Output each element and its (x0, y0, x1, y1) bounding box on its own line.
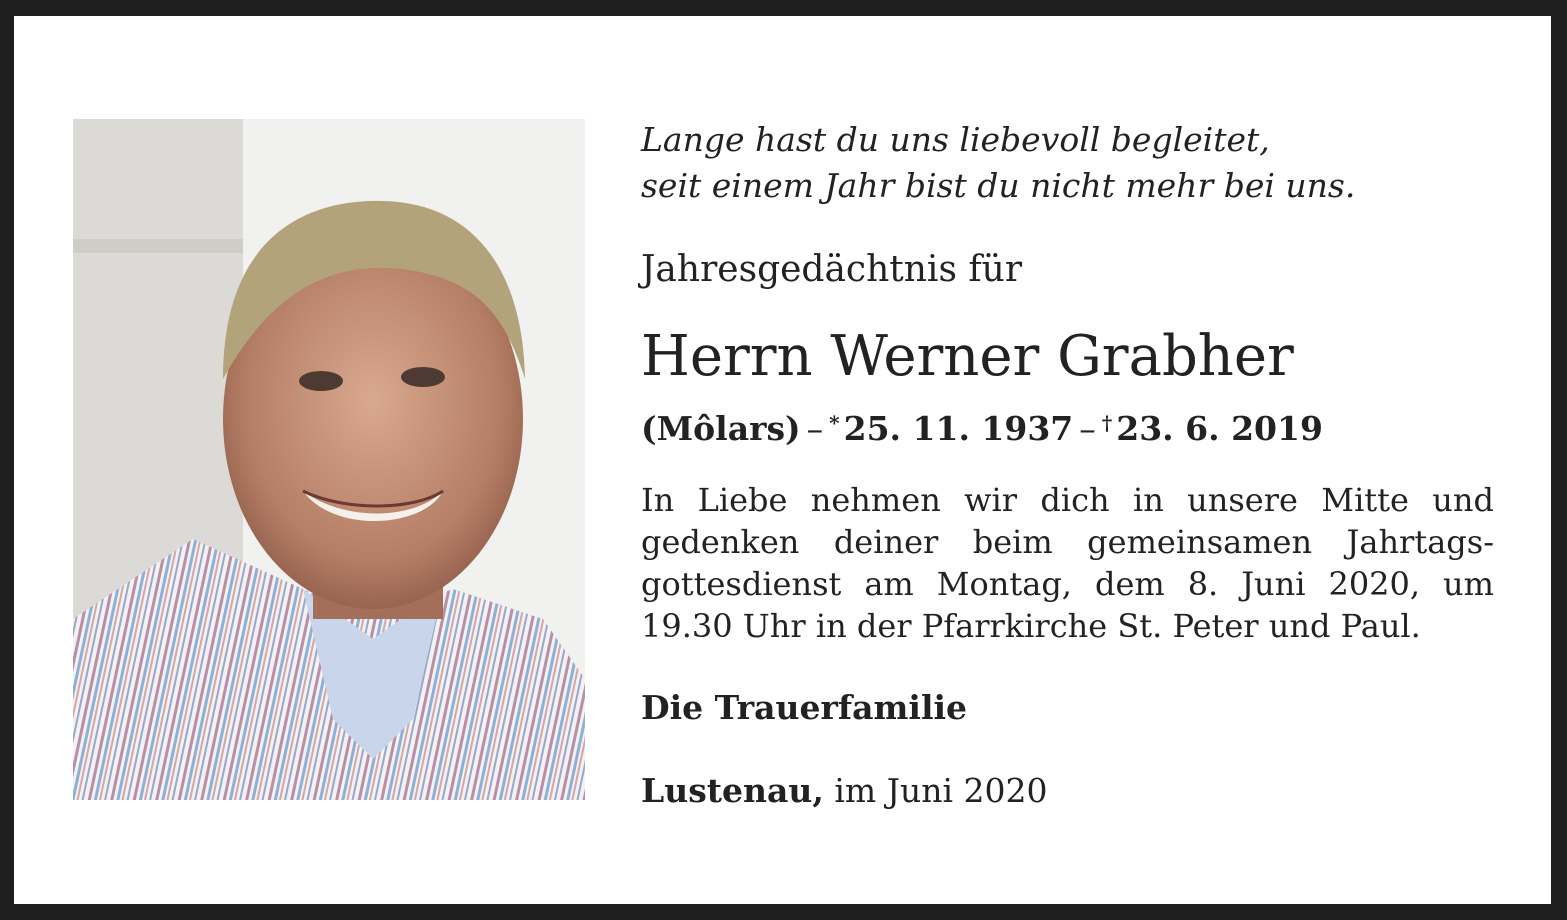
dash-separator: – (1079, 409, 1096, 448)
verse-line: Lange hast du uns liebevoll begleitet, (641, 120, 1270, 159)
service-announcement (641, 479, 1494, 647)
death-symbol: † (1101, 411, 1113, 435)
birth-date: 25. 11. 1937 (843, 409, 1074, 448)
life-dates (641, 401, 1323, 451)
place-month: im Juni 2020 (834, 771, 1048, 810)
signature-family: Die Trauerfamilie (641, 688, 968, 727)
dash-separator: – (806, 409, 824, 448)
place-date (641, 769, 1047, 813)
death-date: 23. 6. 2019 (1116, 409, 1323, 448)
portrait-illustration (73, 119, 585, 800)
announcement-line: In Liebe nehmen wir dich in unsere Mitte und (641, 481, 1494, 519)
verse-line: seit einem Jahr bist du nicht mehr bei uns. (641, 166, 1356, 205)
announcement-line: gedenken deiner beim gemeinsamen Jahrtags- (641, 523, 1494, 561)
nickname: (Môlars) (641, 409, 801, 448)
birth-symbol: * (829, 411, 840, 435)
announcement-line: 19.30 Uhr in der Pfarrkirche St. Peter und Paul. (641, 607, 1421, 645)
deceased-name: Herrn Werner Grabher (641, 324, 1294, 389)
portrait-photo (73, 119, 585, 800)
place-town: Lustenau, (641, 771, 824, 810)
memorial-verse (641, 117, 1355, 209)
obituary-card (14, 16, 1551, 904)
intro-heading: Jahresgedächtnis für (641, 249, 1023, 290)
announcement-line: gottesdienst am Montag, dem 8. Juni 2020, um (641, 565, 1494, 603)
